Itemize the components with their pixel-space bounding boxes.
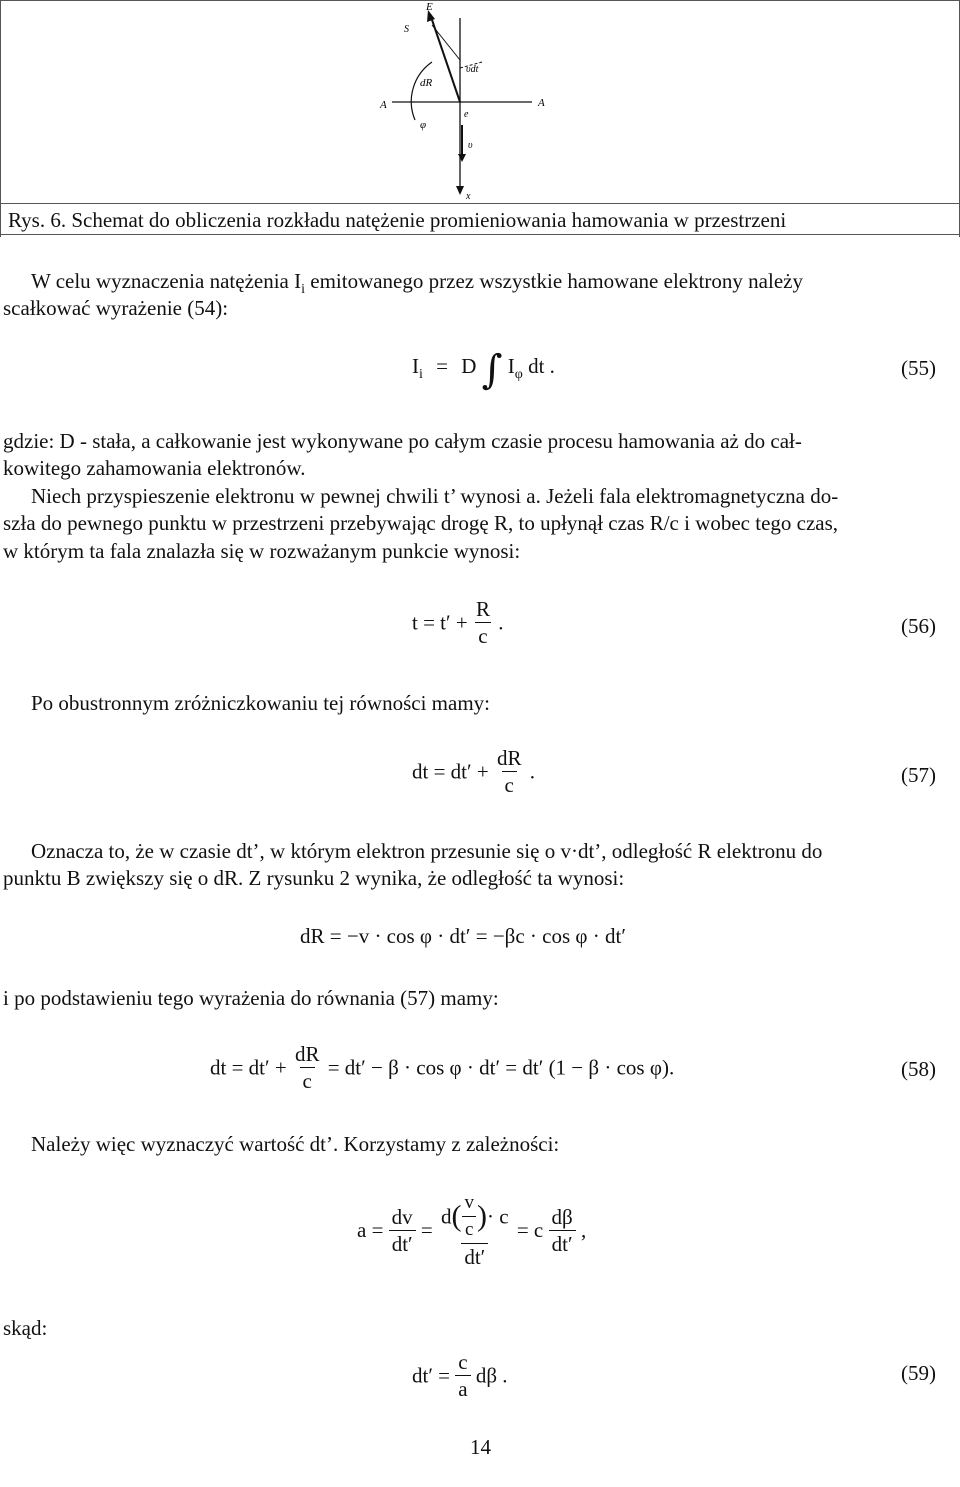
equation-55: $I_i = D$ ∫ $I_\varphi$ dt . [412,347,555,393]
label-dR: dR [420,77,433,89]
equation-acceleration: a = $\frac{dv}{dt'}$ = d( $\frac{v}{c}$ )· c dt′ = c $\frac{d\beta}{dt'}$ , [357,1192,587,1269]
figure-caption: Rys. 6. Schemat do obliczenia rozkładu natężenie promieniowania hamowania w przestrzeni [8,208,787,232]
equation-56: t = t′ + $\frac{R}{c}$ . [412,597,504,648]
p3-line1: Po obustronnym zróżniczkowaniu tej równości mamy: [31,691,490,715]
p1-line1: W celu wyznaczenia natężenia $I_i$ emitowanego przez wszystkie hamowane elektrony należy [31,269,803,297]
equation-59: dt′ = $\frac{c}{a}$ dβ . [412,1350,508,1401]
x-arrow-head [456,186,464,195]
p1-line2: scałkować wyrażenie (54): [3,296,229,320]
p4-line1: Oznacza to, że w czasie dt’, w którym elektron przesunie się o v·dt’, odległość R elektronu do [31,839,823,863]
page-number: 14 [470,1435,491,1459]
equation-57: dt = dt′ + $\frac{dR}{c}$ . [412,746,535,797]
p2-line3: Niech przyspieszenie elektronu w pewnej chwili t’ wynosi a. Jeżeli fala elektromagnetyczna do- [31,484,839,508]
arc-dR [411,62,432,120]
eq58-number: (58) [901,1057,936,1081]
label-phi: φ [420,119,427,131]
label-x: x [466,191,471,202]
label-v: υ [468,140,473,151]
label-e: e [464,109,469,120]
radius-vector [430,14,460,102]
label-S: S [404,24,409,35]
eq57-number: (57) [901,763,936,787]
equation-dR: dR = −v · cos φ · dt′ = −βc · cos φ · dt′ [300,924,626,948]
p2-line2: kowitego zahamowania elektronów. [3,456,306,480]
eq55-number: (55) [901,356,936,380]
p4-line2: punktu B zwiększy się o dR. Z rysunku 2 wynika, że odległość ta wynosi: [3,866,625,890]
eq56-number: (56) [901,614,936,638]
p2-line4: szła do pewnego punktu w przestrzeni przebywając drogę R, to upłynął czas R/c i wobec tego czas, [3,511,839,535]
label-E: E [426,1,433,13]
label-A-left: A [380,99,387,111]
p7-line1: skąd: [3,1316,48,1340]
p5-line1: i po podstawieniu tego wyrażenia do równania (57) mamy: [3,986,499,1010]
label-A-right: A [538,97,545,109]
equation-58: dt = dt′ + $\frac{dR}{c}$ = dt′ − β · cos φ · dt′ = dt′ (1 − β · cos φ). [210,1042,675,1093]
p6-line1: Należy więc wyznaczyć wartość dt’. Korzystamy z zależności: [31,1132,560,1156]
label-vdt: υdt [466,64,479,75]
p2-line1: gdzie: D - stała, a całkowanie jest wykonywane po całym czasie procesu hamowania aż do cał- [3,429,802,453]
figure-diagram [370,0,570,202]
eq59-number: (59) [901,1361,936,1385]
p2-line5: w którym ta fala znalazła się w rozważanym punkcie wynosi: [3,539,521,563]
